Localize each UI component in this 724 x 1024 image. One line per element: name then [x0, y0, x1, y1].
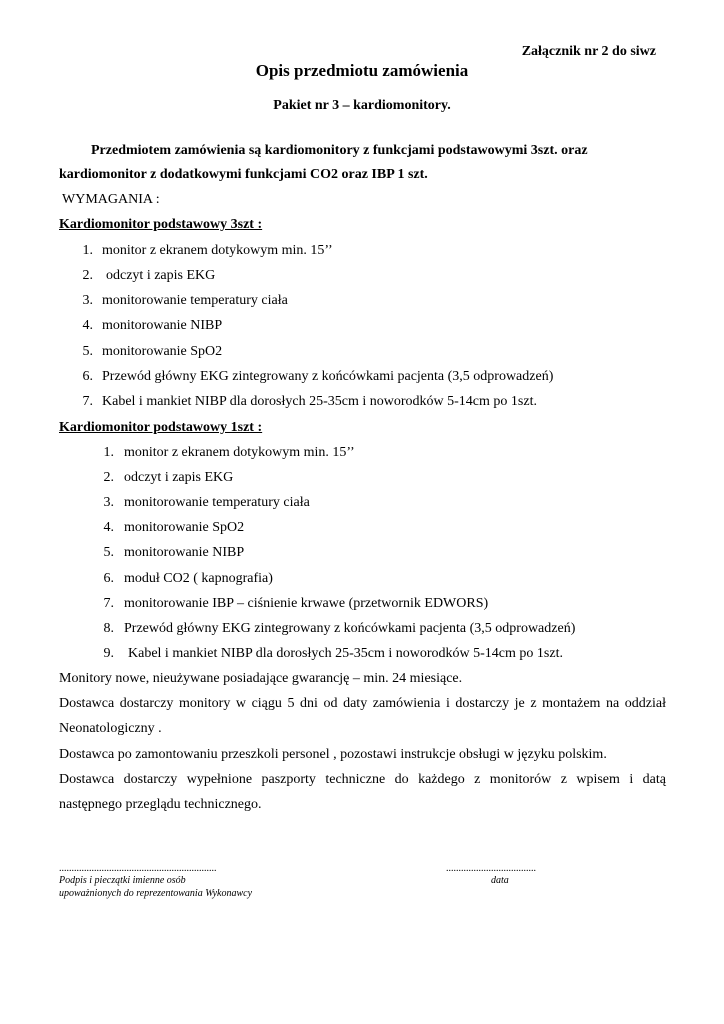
list-item-text: monitorowanie SpO2	[102, 344, 223, 359]
warranty-text: Monitory nowe, nieużywane posiadające gwarancję – min. 24 miesiące.	[59, 671, 463, 686]
training-text: Dostawca po zamontowaniu przeszkoli personel , pozostawi instrukcje obsługi w języku polskim.	[59, 747, 607, 762]
list-item-text: monitorowanie NIBP	[124, 545, 245, 560]
intro-line-1: Przedmiotem zamówienia są kardiomonitory z funkcjami podstawowymi 3szt. oraz	[91, 143, 588, 158]
list-item-number: 6.	[103, 571, 114, 586]
list-item-number: 2.	[103, 470, 114, 485]
list-item-text: monitorowanie NIBP	[102, 318, 223, 333]
delivery-line-2: Neonatologiczny .	[59, 721, 162, 736]
intro-line-2: kardiomonitor z dodatkowymi funkcjami CO2 oraz IBP 1 szt.	[59, 167, 428, 182]
signature-label-line-1: Podpis i pieczątki imienne osób	[59, 875, 186, 886]
list-item-number: 9.	[103, 646, 114, 661]
list-item-text: moduł CO2 ( kapnografia)	[124, 571, 273, 586]
list-item-text: monitorowanie IBP – ciśnienie krwawe (przetwornik EDWORS)	[124, 596, 489, 611]
list-item-text: odczyt i zapis EKG	[124, 470, 234, 485]
list-item-text: Przewód główny EKG zintegrowany z końcówkami pacjenta (3,5 odprowadzeń)	[124, 621, 576, 636]
list-item-text: Kabel i mankiet NIBP dla dorosłych 25-35cm i noworodków 5-14cm po 1szt.	[102, 394, 537, 409]
list-item-number: 3.	[82, 293, 93, 308]
list-item-number: 1.	[82, 243, 93, 258]
list-item-text: monitorowanie temperatury ciała	[124, 495, 310, 510]
list-item-text: monitorowanie SpO2	[124, 520, 245, 535]
list-item-text: monitorowanie temperatury ciała	[102, 293, 288, 308]
signature-label-line-2: upoważnionych do reprezentowania Wykonawcy	[59, 888, 253, 899]
date-dotted-line: ....................................	[446, 863, 536, 874]
list-item-number: 6.	[82, 369, 93, 384]
list-item-number: 5.	[82, 344, 93, 359]
list-item-number: 5.	[103, 545, 114, 560]
requirements-label: WYMAGANIA :	[62, 192, 160, 207]
date-label: data	[491, 875, 509, 886]
passports-line-2: następnego przeglądu technicznego.	[59, 797, 262, 812]
list-item-number: 3.	[103, 495, 114, 510]
signature-dotted-line: ...............................................................	[59, 863, 217, 874]
attachment-label: Załącznik nr 2 do siwz	[521, 44, 656, 59]
list-item-number: 2.	[82, 268, 93, 283]
list-item-number: 7.	[82, 394, 93, 409]
list-item-number: 7.	[103, 596, 114, 611]
list-item-text: odczyt i zapis EKG	[106, 268, 216, 283]
section1-heading: Kardiomonitor podstawowy 3szt :	[59, 217, 263, 232]
list-item-text: monitor z ekranem dotykowym min. 15’’	[124, 445, 355, 460]
list-item-number: 8.	[103, 621, 114, 636]
delivery-line-1: Dostawca dostarczy monitory w ciągu 5 dni od daty zamówienia i dostarczy je z montażem na oddział	[59, 696, 666, 711]
package-title: Pakiet nr 3 – kardiomonitory.	[273, 98, 451, 113]
passports-line-1: Dostawca dostarczy wypełnione paszporty techniczne do każdego z monitorów z wpisem i datą	[59, 772, 666, 787]
list-item-number: 1.	[103, 445, 114, 460]
list-item-text: monitor z ekranem dotykowym min. 15’’	[102, 243, 333, 258]
section2-heading: Kardiomonitor podstawowy 1szt :	[59, 420, 263, 435]
page-title: Opis przedmiotu zamówienia	[255, 61, 469, 80]
list-item-text: Przewód główny EKG zintegrowany z końcówkami pacjenta (3,5 odprowadzeń)	[102, 369, 554, 384]
list-item-number: 4.	[82, 318, 93, 333]
list-item-number: 4.	[103, 520, 114, 535]
list-item-text: Kabel i mankiet NIBP dla dorosłych 25-35cm i noworodków 5-14cm po 1szt.	[128, 646, 563, 661]
